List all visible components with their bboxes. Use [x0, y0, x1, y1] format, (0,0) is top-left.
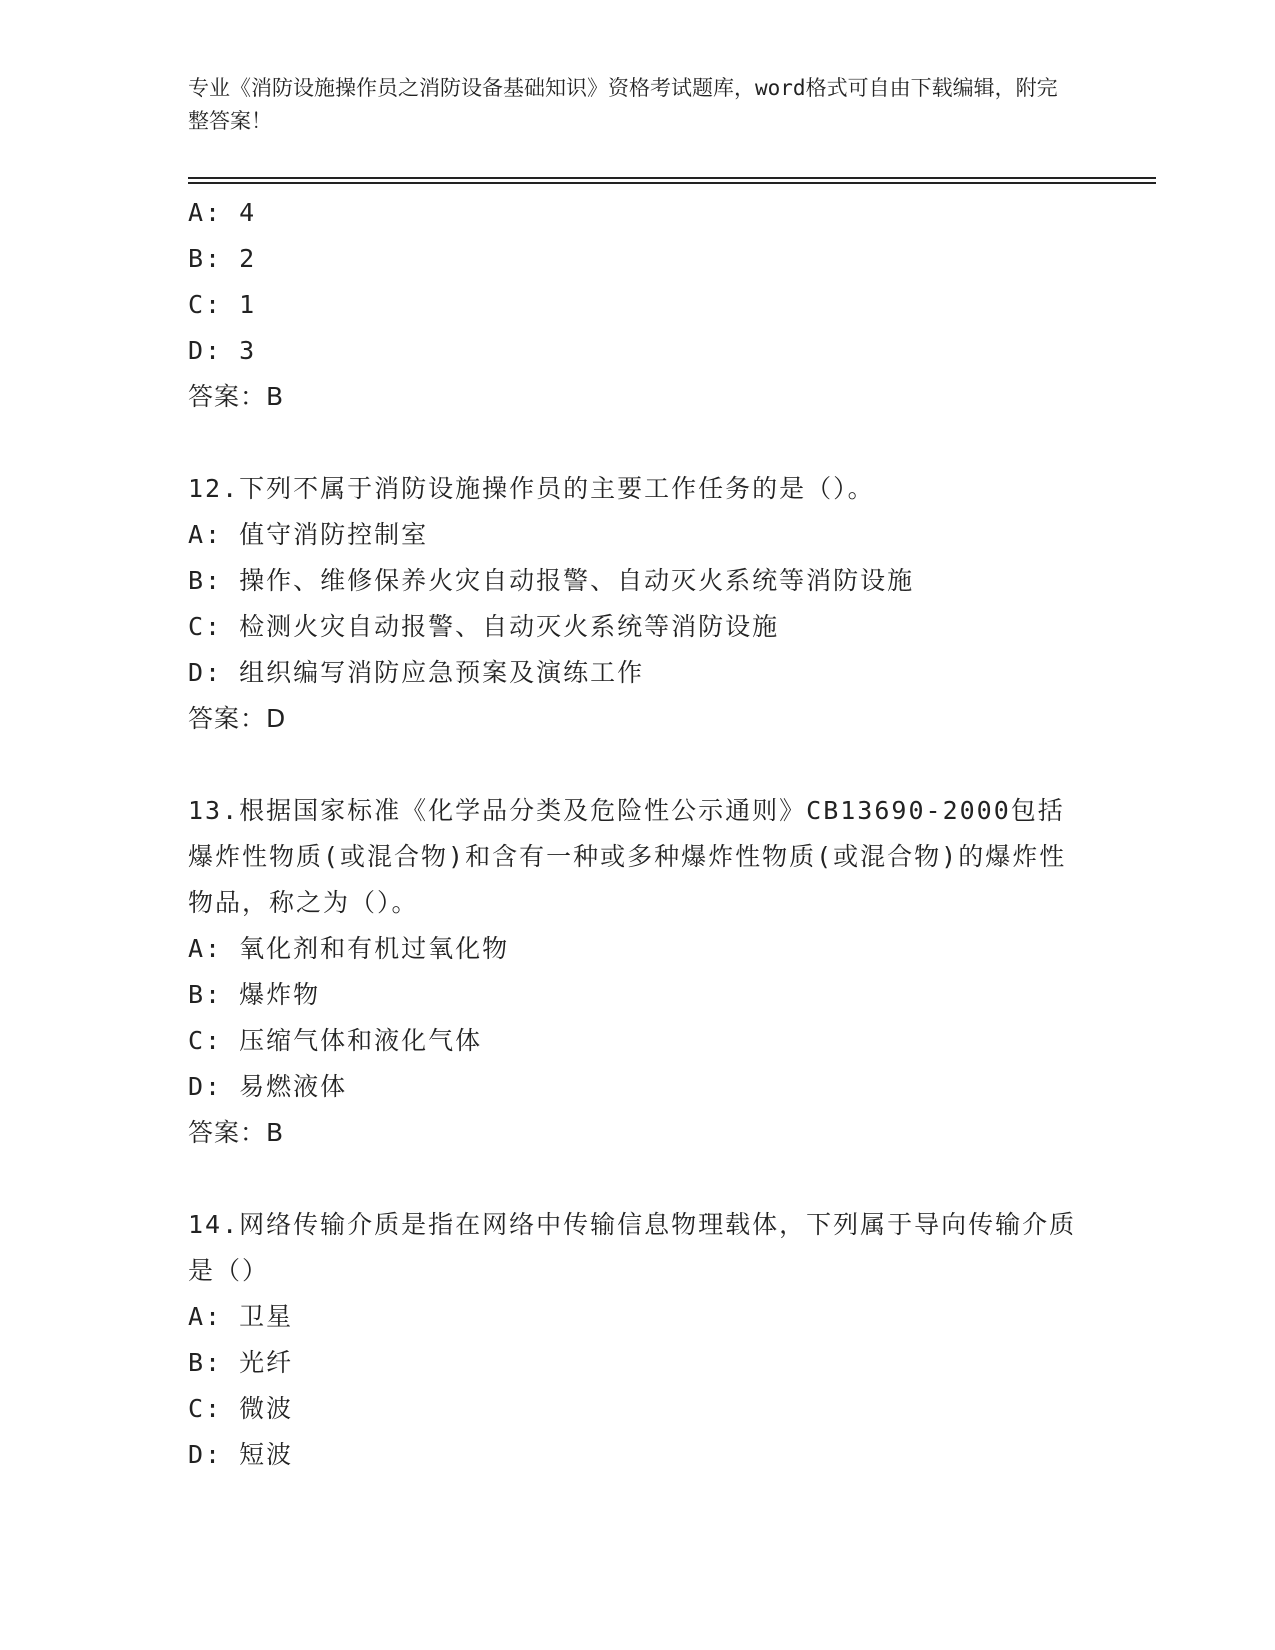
- answer: 答案：B: [188, 382, 285, 411]
- option-c: C: 微波: [188, 1394, 294, 1423]
- header-divider-bottom: [188, 182, 1156, 184]
- document-header: [188, 72, 1068, 138]
- option-a: A: 4: [188, 198, 257, 227]
- option-c: C: 压缩气体和液化气体: [188, 1026, 483, 1055]
- header-divider-top: [188, 177, 1156, 179]
- option-d: D: 易燃液体: [188, 1072, 348, 1101]
- option-c: C: 检测火灾自动报警、自动灭火系统等消防设施: [188, 612, 780, 641]
- question-text: 12.下列不属于消防设施操作员的主要工作任务的是（）。: [188, 474, 875, 503]
- option-b: B: 2: [188, 244, 257, 273]
- option-a: A: 卫星: [188, 1302, 294, 1331]
- question-14: [188, 1202, 1088, 1478]
- option-a: A: 氧化剂和有机过氧化物: [188, 934, 510, 963]
- option-c: C: 1: [188, 290, 257, 319]
- header-text: 专业《消防设施操作员之消防设备基础知识》资格考试题库，word格式可自由下载编辑，附完整答案！: [188, 76, 1058, 133]
- document-body: [188, 190, 1088, 1478]
- question-13: [188, 788, 1088, 1156]
- question-11-continued: [188, 190, 1088, 420]
- option-d: D: 组织编写消防应急预案及演练工作: [188, 658, 645, 687]
- option-d: D: 短波: [188, 1440, 294, 1469]
- question-text: 14.网络传输介质是指在网络中传输信息物理载体，下列属于导向传输介质是（）: [188, 1210, 1077, 1285]
- option-d: D: 3: [188, 336, 257, 365]
- option-a: A: 值守消防控制室: [188, 520, 429, 549]
- answer: 答案：B: [188, 1118, 285, 1147]
- answer: 答案：D: [188, 704, 287, 733]
- option-b: B: 爆炸物: [188, 980, 321, 1009]
- option-b: B: 操作、维修保养火灾自动报警、自动灭火系统等消防设施: [188, 566, 915, 595]
- option-b: B: 光纤: [188, 1348, 294, 1377]
- question-12: [188, 466, 1088, 742]
- question-text: 13.根据国家标准《化学品分类及危险性公示通则》CB13690-2000包括爆炸性物质(或混合物)和含有一种或多种爆炸性物质(或混合物)的爆炸性物品，称之为（）。: [188, 796, 1067, 917]
